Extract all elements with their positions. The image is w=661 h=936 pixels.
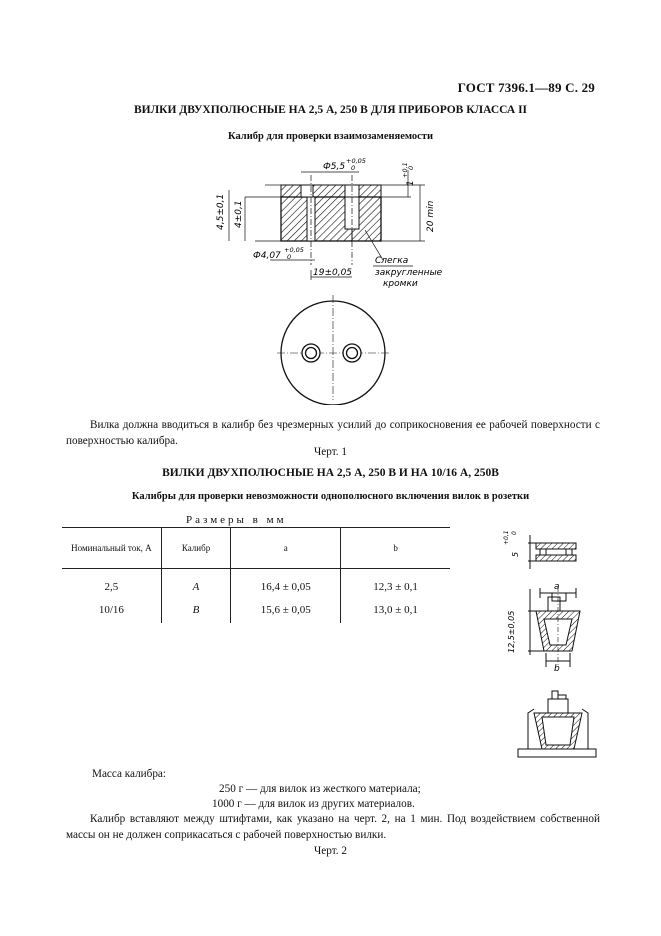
dim-top: 5 (511, 551, 520, 557)
page-header: ГОСТ 7396.1—89 С. 29 (457, 80, 595, 95)
dim-mid: 12,5±0,05 (507, 610, 516, 653)
col-header-current: Номинальный ток, А (62, 528, 161, 569)
cell: 15,6 ± 0,05 (231, 597, 341, 623)
label-b: b (554, 664, 560, 674)
dim-hole-top: Ф5,5 (323, 162, 346, 172)
mass-line2: 1000 г — для вилок из других материалов. (212, 798, 415, 810)
cell: A (161, 569, 231, 598)
table-row (62, 597, 450, 623)
mass-line1: 250 г — для вилок из жесткого материала; (219, 783, 421, 795)
cell: 16,4 ± 0,05 (231, 569, 341, 598)
cell: 10/16 (62, 597, 161, 623)
note-line2: закругленные (375, 268, 443, 278)
dim-right-small: 1 (406, 180, 416, 186)
dim-hole-bottom: Ф4,07 (253, 251, 281, 261)
cell: 12,3 ± 0,1 (373, 581, 418, 593)
dim-left-inner: 4±0,1 (234, 200, 244, 228)
label-a: a (554, 582, 560, 592)
section1-title: ВИЛКИ ДВУХПОЛЮСНЫЕ НА 2,5 А, 250 В ДЛЯ ПРИБОРОВ КЛАССА II (133, 104, 528, 116)
dim-top-tol: +0,1 (503, 530, 510, 545)
section2-caption: Черт. 2 (314, 845, 347, 857)
dim-hole-top-tol: +0,05 (346, 157, 366, 165)
gauge-top-part (528, 535, 576, 569)
dim-spacing: 19±0,05 (313, 268, 353, 278)
dim-right-small-tol: +0,1 (401, 162, 409, 178)
section2-paragraph: Калибр вставляют между штифтами, как указано на черт. 2, на 1 мин. Под воздействием собственной массы он не должен соприкасаться с рабочей поверхностью вилки. (66, 813, 600, 841)
section1-caption: Черт. 1 (314, 446, 347, 458)
col-header-a: a (231, 528, 341, 569)
col-header-gauge: Калибр (161, 528, 231, 569)
cell: B (161, 597, 231, 623)
col-header-b: b (341, 528, 450, 569)
dim-left-outer: 4,5±0,1 (216, 193, 226, 230)
table-caption: Размеры в мм (186, 514, 287, 526)
dim-hole-bottom-tol2: 0 (287, 253, 292, 261)
cell: 13,0 ± 0,1 (373, 604, 418, 616)
dim-top-tol2: 0 (511, 531, 518, 535)
section1-subtitle: Калибр для проверки взаимозаменяемости (227, 131, 433, 142)
note-line1: Слегка (375, 256, 409, 266)
plug-with-gauge (518, 691, 596, 757)
gauge-drawing-2 (488, 505, 608, 770)
note-line3: кромки (383, 279, 418, 289)
dim-right-height: 20 min (426, 200, 436, 232)
section1-paragraph: Вилка должна вводиться в калибр без чрезмерных усилий до соприкосновения ее рабочей поверхности с поверхностью калибра. (66, 419, 600, 447)
cell: 2,5 (62, 569, 161, 598)
section2-subtitle: Калибры для проверки невозможности однополюсного включения вилок в розетки (131, 491, 530, 502)
dim-right-small-tol2: 0 (407, 165, 415, 170)
gauge-drawing-1 (215, 150, 455, 405)
table-row (62, 569, 450, 598)
section2-title: ВИЛКИ ДВУХПОЛЮСНЫЕ НА 2,5 А, 250 В И НА 10/16 А, 250В (162, 467, 499, 479)
gauge-top-view (277, 295, 390, 405)
dimensions-table (62, 527, 450, 623)
mass-label: Масса калибра: (92, 768, 167, 780)
dim-hole-top-tol2: 0 (351, 164, 356, 172)
dim-hole-bottom-tol: +0,05 (284, 246, 304, 254)
gauge-section-2 (528, 587, 580, 667)
